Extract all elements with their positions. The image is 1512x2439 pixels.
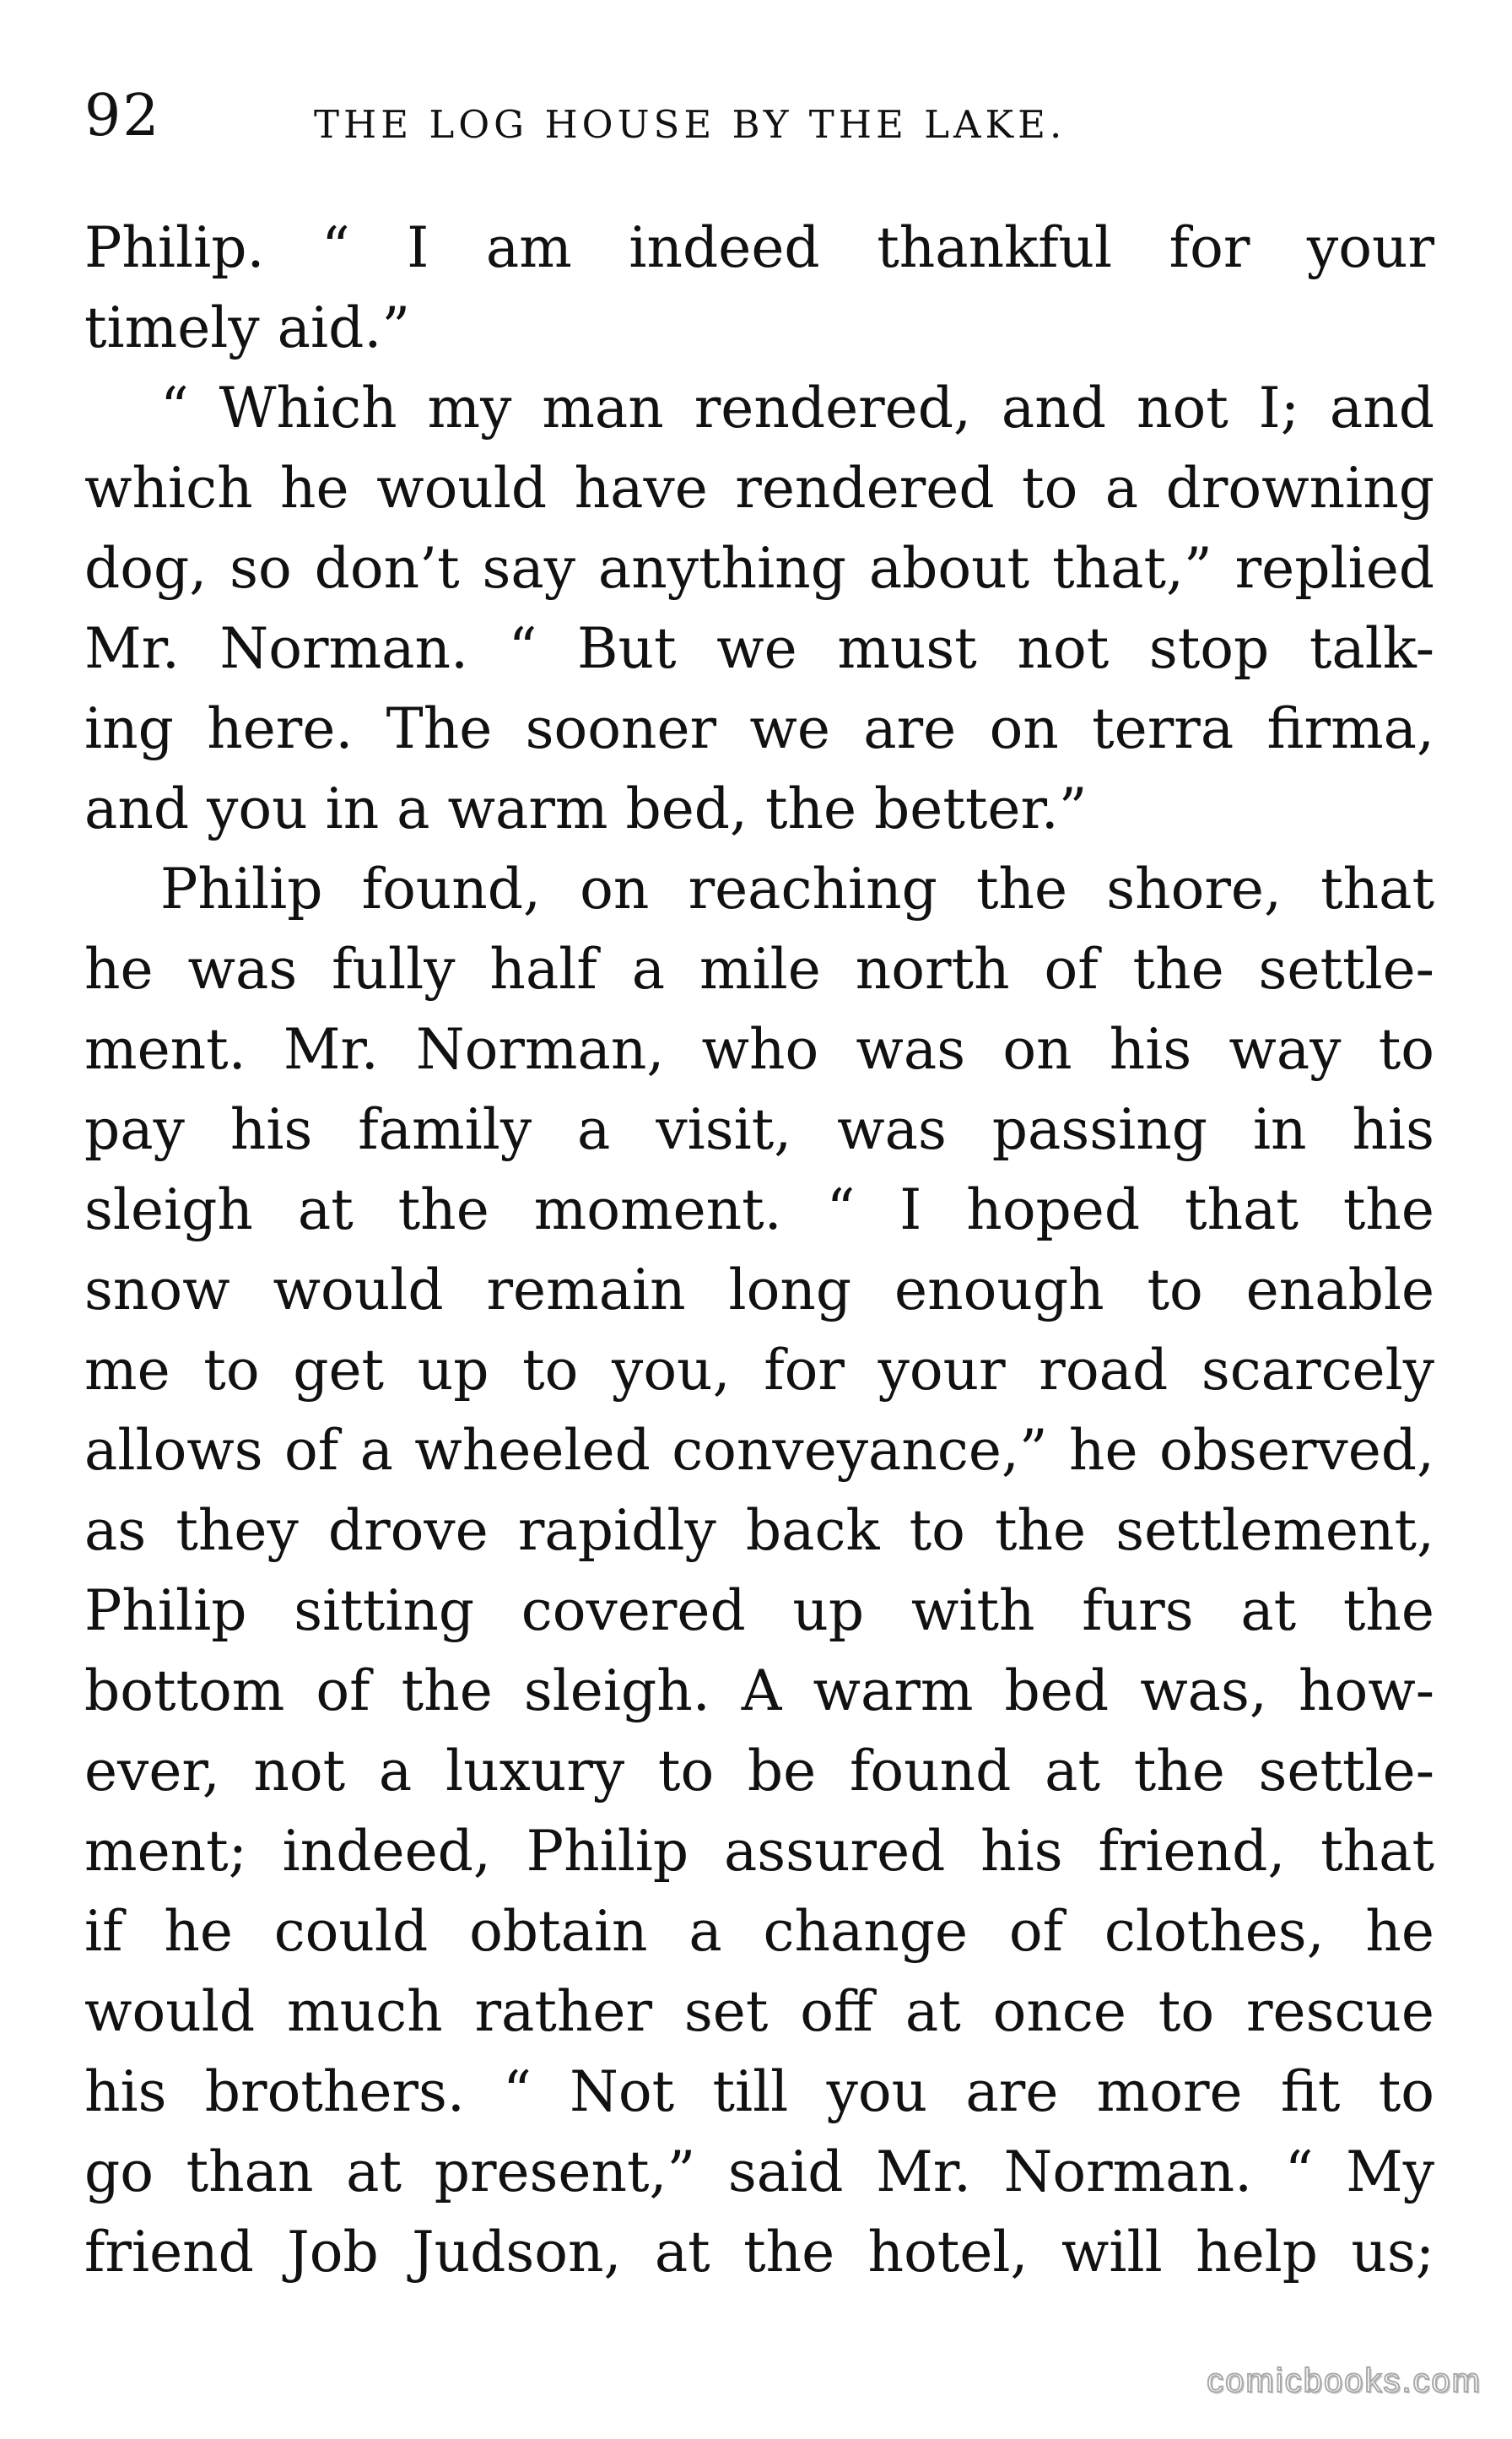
text-line: ment. Mr. Norman, who was on his way to (84, 1017, 1434, 1082)
text-line: Mr. Norman. “ But we must not stop talk- (84, 616, 1434, 681)
text-line: ment; indeed, Philip assured his friend, that (84, 1819, 1434, 1884)
text-line: ing here. The sooner we are on terra firma, (84, 696, 1434, 761)
text-line: his brothers. “ Not till you are more fit to (84, 2059, 1434, 2124)
text-line: pay his family a visit, was passing in his (84, 1097, 1434, 1162)
text-line: and you in a warm bed, the better.” (84, 776, 1088, 841)
text-line: me to get up to you, for your road scarcely (84, 1338, 1434, 1403)
text-line: go than at present,” said Mr. Norman. “ My (84, 2139, 1434, 2204)
text-line: would much rather set off at once to rescue (84, 1979, 1434, 2044)
text-line: sleigh at the moment. “ I hoped that the (84, 1177, 1434, 1242)
text-line: which he would have rendered to a drowning (84, 456, 1434, 521)
text-line: Philip. “ I am indeed thankful for your (84, 215, 1434, 280)
text-line: allows of a wheeled conveyance,” he observed, (84, 1418, 1434, 1483)
text-line: dog, so don’t say anything about that,” replied (84, 536, 1434, 601)
text-line: he was fully half a mile north of the settle- (84, 937, 1434, 1002)
text-line: friend Job Judson, at the hotel, will help us; (84, 2220, 1434, 2285)
text-line: Philip sitting covered up with furs at the (84, 1578, 1434, 1643)
running-title: THE LOG HOUSE BY THE LAKE. (314, 102, 1066, 147)
text-line: timely aid.” (84, 295, 411, 360)
text-line: bottom of the sleigh. A warm bed was, how- (84, 1658, 1434, 1723)
text-line: “ Which my man rendered, and not I; and (160, 376, 1434, 441)
text-line: snow would remain long enough to enable (84, 1257, 1434, 1322)
text-line: ever, not a luxury to be found at the settle- (84, 1739, 1434, 1804)
body-text (84, 208, 1434, 2292)
text-line: as they drove rapidly back to the settlement, (84, 1498, 1434, 1563)
page-header (84, 74, 1232, 159)
text-line: Philip found, on reaching the shore, that (160, 857, 1434, 922)
text-line: if he could obtain a change of clothes, he (84, 1899, 1434, 1964)
watermark: comicbooks.com (1207, 2362, 1482, 2399)
page-number: 92 (84, 83, 161, 149)
